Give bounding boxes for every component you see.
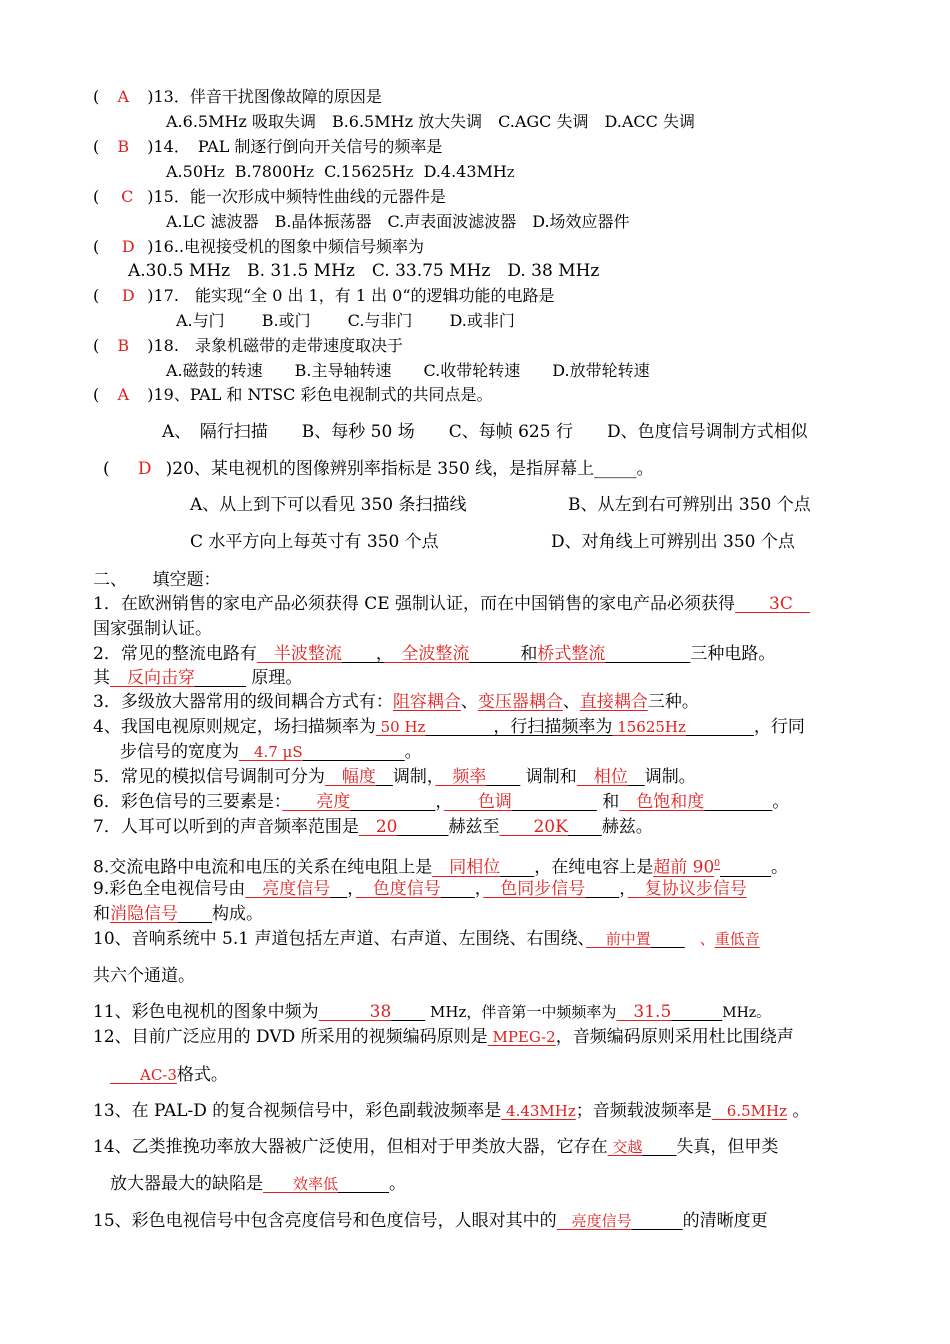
text: 放大器最大的缺陷是 bbox=[110, 1174, 263, 1194]
answer: MPEG-2 bbox=[487, 1028, 556, 1046]
blank bbox=[397, 817, 448, 837]
option-c: C.15625H bbox=[324, 162, 406, 181]
question-stem: )15．能一次形成中频特性曲线的元器件是 bbox=[147, 187, 446, 206]
mc-options-16: A.30.5 MHz B. 31.5 MHz C. 33.75 MHz D. 38 MHz bbox=[128, 261, 600, 281]
answer: 超前 90 bbox=[653, 857, 715, 878]
answer: 桥式整流 bbox=[537, 644, 606, 664]
mc-item-19 bbox=[93, 384, 492, 406]
paren-open: ( bbox=[93, 187, 100, 206]
blank bbox=[178, 904, 212, 924]
paren-open: ( bbox=[93, 237, 100, 256]
fill-q10-cont: 共六个通道。 bbox=[93, 966, 195, 986]
blank bbox=[632, 1211, 683, 1231]
text: 调制。 bbox=[644, 767, 696, 787]
answer: 交越 bbox=[607, 1138, 643, 1156]
text: 。 bbox=[404, 742, 422, 762]
answer-letter: A bbox=[117, 385, 130, 404]
answer: AC-3 bbox=[110, 1066, 177, 1084]
answer: 重低音 bbox=[714, 930, 760, 948]
fill-q13 bbox=[93, 1100, 809, 1122]
question-stem: )19、PAL 和 NTSC 彩色电视制式的共同点是。 bbox=[147, 385, 493, 404]
blank bbox=[628, 767, 645, 787]
answer: 同相位 bbox=[432, 857, 501, 878]
text: 。 bbox=[772, 792, 790, 812]
mc-options-19: A、 隔行扫描 B、每秒 50 场 C、每帧 625 行 D、色度信号调制方式相似 bbox=[162, 422, 808, 442]
blank bbox=[350, 792, 435, 812]
section-heading: 二、 填空题： bbox=[93, 570, 221, 590]
answer: 38 bbox=[318, 1002, 392, 1022]
question-stem: )17. 能实现“全 0 出 1，有 1 出 0“的逻辑功能的电路是 bbox=[147, 286, 555, 305]
fill-q14 bbox=[93, 1136, 778, 1158]
answer: 色饱和度 bbox=[619, 792, 705, 812]
answer: 相位 bbox=[576, 767, 628, 787]
fill-q4 bbox=[93, 716, 805, 738]
answer: 20K bbox=[499, 817, 568, 837]
text: ；音频载波频率是 bbox=[575, 1101, 712, 1121]
text: ， bbox=[474, 879, 484, 899]
text: 。 bbox=[771, 857, 789, 878]
blank bbox=[720, 858, 771, 878]
text: 9.彩色全电视信号由 bbox=[93, 879, 246, 899]
blank bbox=[376, 767, 393, 787]
blank bbox=[391, 1002, 425, 1022]
blank bbox=[671, 1002, 722, 1022]
answer-letter: B bbox=[117, 336, 130, 355]
mc-options-18: A.磁鼓的转速 B.主导轴转速 C.收带轮转速 D.放带轮转速 bbox=[166, 361, 650, 380]
mc-item-17 bbox=[93, 285, 555, 307]
fill-q15 bbox=[93, 1210, 768, 1232]
text: 3．多级放大器常用的级间耦合方式有： bbox=[93, 692, 393, 712]
answer: 前中置 bbox=[585, 930, 651, 948]
blank: 和 bbox=[469, 644, 538, 664]
question-stem: )20、某电视机的图像辨别率指标是 350 线，是指屏幕上_____。 bbox=[165, 459, 654, 479]
answer-letter: A bbox=[117, 87, 130, 106]
text: ， bbox=[435, 792, 444, 812]
mc-options-13: A.6.5MHz 吸取失调 B.6.5MHz 放大失调 C.AGC 失调 D.ACC 失调 bbox=[166, 112, 695, 131]
text: ，音频编码原则采用杜比围绕声 bbox=[555, 1027, 794, 1047]
blank bbox=[195, 668, 246, 688]
mc-options-14 bbox=[166, 161, 515, 185]
answer: 阻容耦合 bbox=[392, 692, 461, 712]
blank bbox=[338, 1174, 389, 1194]
text: 、 bbox=[460, 692, 478, 712]
blank bbox=[585, 879, 619, 899]
text: 6．彩色信号的三要素是： bbox=[93, 792, 283, 812]
text: 。 bbox=[786, 1101, 810, 1121]
paren-open: ( bbox=[93, 385, 100, 404]
text: 赫兹。 bbox=[601, 817, 653, 837]
blank bbox=[651, 929, 685, 949]
text: 步信号的宽度为 bbox=[120, 742, 239, 762]
fill-q1-cont: 国家强制认证。 bbox=[93, 619, 212, 639]
mc-options-20a: A、从上到下可以看见 350 条扫描线 bbox=[190, 495, 467, 515]
question-stem: )13．伴音干扰图像故障的原因是 bbox=[147, 87, 382, 106]
fill-q8 bbox=[93, 853, 788, 879]
fill-q4-cont bbox=[120, 741, 422, 763]
fill-q12-cont bbox=[110, 1064, 228, 1086]
fill-q5 bbox=[93, 766, 696, 788]
blank bbox=[642, 1137, 676, 1157]
answer: 色同步信号 bbox=[483, 879, 586, 899]
fill-q3 bbox=[93, 691, 699, 713]
text: 、 bbox=[562, 692, 580, 712]
paren-open: ( bbox=[93, 87, 100, 106]
fill-q9 bbox=[93, 878, 747, 900]
fill-q11 bbox=[93, 1001, 770, 1024]
fill-q14-cont bbox=[110, 1173, 406, 1195]
fill-q12 bbox=[93, 1026, 794, 1048]
unit-sub: Z bbox=[216, 167, 225, 180]
paren-open: ( bbox=[103, 459, 110, 479]
text: 格式。 bbox=[176, 1065, 228, 1085]
text: 和 bbox=[596, 792, 620, 812]
answer-letter: D bbox=[137, 459, 152, 479]
separator: 、 bbox=[684, 930, 715, 948]
answer: 亮度信号 bbox=[556, 1212, 632, 1230]
blank bbox=[330, 879, 347, 899]
blank bbox=[486, 767, 520, 787]
answer: 幅度 bbox=[324, 767, 376, 787]
answer-superscript: 0 bbox=[714, 859, 721, 869]
text: 13、在 PAL-D 的复合视频信号中，彩色副载波频率是 bbox=[93, 1101, 502, 1121]
unit-sub: Z bbox=[405, 167, 414, 180]
answer: 15625Hz bbox=[612, 718, 686, 736]
answer-letter: C bbox=[121, 187, 134, 206]
text: 原理。 bbox=[246, 668, 303, 688]
text: MHz，伴音第一中频频率为 bbox=[425, 1003, 617, 1021]
option-b: B.7800H bbox=[234, 162, 307, 181]
text: 调制， bbox=[392, 767, 436, 787]
text: 15、彩色电视信号中包含亮度信号和色度信号，人眼对其中的 bbox=[93, 1211, 557, 1231]
mc-options-20c: C 水平方向上每英寸有 350 个点 bbox=[190, 532, 439, 552]
blank: ， bbox=[341, 644, 385, 664]
text: 调制和 bbox=[520, 767, 577, 787]
text: 2．常见的整流电路有 bbox=[93, 644, 257, 664]
answer-letter: D bbox=[121, 286, 135, 305]
mc-options-15: A.LC 滤波器 B.晶体振荡器 C.声表面波滤波器 D.场效应器件 bbox=[166, 212, 630, 231]
mc-options-20d: D、对角线上可辨别出 350 个点 bbox=[551, 532, 795, 552]
text: 7．人耳可以听到的声音频率范围是 bbox=[93, 817, 359, 837]
fill-q6 bbox=[93, 791, 789, 813]
text: 5．常见的模拟信号调制可分为 bbox=[93, 767, 325, 787]
text: 1．在欧洲销售的家电产品必须获得 CE 强制认证，而在中国销售的家电产品必须获得 bbox=[93, 594, 736, 614]
text: 失真，但甲类 bbox=[676, 1137, 779, 1157]
text: 和 bbox=[93, 904, 110, 924]
mc-item-14 bbox=[93, 136, 442, 158]
answer: 变压器耦合 bbox=[477, 692, 563, 712]
paren-open: ( bbox=[93, 286, 100, 305]
mc-item-16 bbox=[93, 236, 424, 258]
blank: ，行扫描频率为 bbox=[425, 717, 613, 737]
answer-letter: B bbox=[117, 137, 130, 156]
text: 。 bbox=[389, 1174, 407, 1194]
fill-q2-cont bbox=[93, 667, 302, 689]
text: MHz。 bbox=[722, 1005, 771, 1021]
answer: 效率低 bbox=[263, 1175, 339, 1193]
answer: 色度信号 bbox=[355, 879, 441, 899]
blank bbox=[441, 879, 475, 899]
unit-sub: Z bbox=[506, 167, 515, 180]
answer: 频率 bbox=[435, 767, 487, 787]
answer: 31.5 bbox=[616, 1002, 672, 1022]
text: 10、音响系统中 5.1 声道包括左声道、右声道、左围绕、右围绕、 bbox=[93, 929, 586, 949]
question-stem: )14． PAL 制逐行倒向开关信号的频率是 bbox=[147, 137, 443, 156]
answer: 4.7 μS bbox=[239, 743, 303, 761]
blank bbox=[686, 717, 754, 737]
answer: 亮度信号 bbox=[245, 879, 331, 899]
answer: 复协议步信号 bbox=[627, 879, 747, 899]
text: ，行同 bbox=[753, 717, 805, 737]
answer: 全波整流 bbox=[384, 644, 470, 664]
text: 12、目前广泛应用的 DVD 所采用的视频编码原则是 bbox=[93, 1027, 488, 1047]
unit-sub: Z bbox=[306, 167, 314, 180]
paren-open: ( bbox=[93, 336, 100, 355]
text: ，在纯电容上是 bbox=[534, 857, 654, 878]
paren-open: ( bbox=[93, 137, 100, 156]
answer: 3C bbox=[735, 594, 810, 614]
text: ， bbox=[347, 879, 356, 899]
answer-letter: D bbox=[121, 237, 135, 256]
fill-q1 bbox=[93, 593, 810, 615]
text: 的清晰度更 bbox=[682, 1211, 768, 1231]
mc-item-18 bbox=[93, 335, 403, 357]
fill-q7 bbox=[93, 816, 653, 838]
text: ， bbox=[619, 879, 628, 899]
answer: 4.43MHz bbox=[501, 1102, 576, 1120]
question-stem: )16..电视接受机的图象中频信号频率为 bbox=[147, 237, 425, 256]
option-d: D.4.43MH bbox=[423, 162, 507, 181]
answer: 直接耦合 bbox=[579, 692, 648, 712]
option-a: A.50H bbox=[166, 162, 217, 181]
answer: 色调 bbox=[443, 792, 512, 812]
answer: 亮度 bbox=[282, 792, 351, 812]
answer: 半波整流 bbox=[256, 644, 342, 664]
text: 三种。 bbox=[647, 692, 699, 712]
mc-item-20 bbox=[103, 458, 654, 480]
answer: 20 bbox=[358, 817, 398, 837]
text: 4、我国电视原则规定，场扫描频率为 bbox=[93, 717, 376, 737]
text: 三种电路。 bbox=[690, 644, 776, 664]
answer: 反向击穿 bbox=[110, 668, 195, 688]
fill-q9-cont bbox=[93, 903, 263, 925]
blank bbox=[500, 858, 534, 878]
text: 14、乙类推挽功率放大器被广泛使用，但相对于甲类放大器，它存在 bbox=[93, 1137, 608, 1157]
mc-options-20b: B、从左到右可辨别出 350 个点 bbox=[568, 495, 811, 515]
answer: 6.5MHz bbox=[711, 1102, 787, 1120]
fill-q10 bbox=[93, 928, 760, 950]
blank bbox=[704, 792, 772, 812]
answer: 50 Hz bbox=[375, 718, 426, 736]
answer: 消隐信号 bbox=[110, 904, 178, 924]
blank bbox=[568, 817, 602, 837]
fill-q2 bbox=[93, 643, 775, 665]
text: 8.交流电路中电流和电压的关系在纯电阻上是 bbox=[93, 857, 433, 878]
text: 赫兹至 bbox=[448, 817, 500, 837]
text: 其 bbox=[93, 668, 110, 688]
text: 构成。 bbox=[212, 904, 263, 924]
mc-item-13 bbox=[93, 86, 382, 108]
mc-options-17: A.与门 B.或门 C.与非门 D.或非门 bbox=[176, 311, 515, 330]
blank bbox=[303, 742, 405, 762]
text: 11、彩色电视机的图象中频为 bbox=[93, 1002, 319, 1022]
blank bbox=[605, 644, 690, 664]
mc-item-15 bbox=[93, 186, 446, 208]
question-stem: )18. 录象机磁带的走带速度取决于 bbox=[147, 336, 403, 355]
blank bbox=[512, 792, 597, 812]
